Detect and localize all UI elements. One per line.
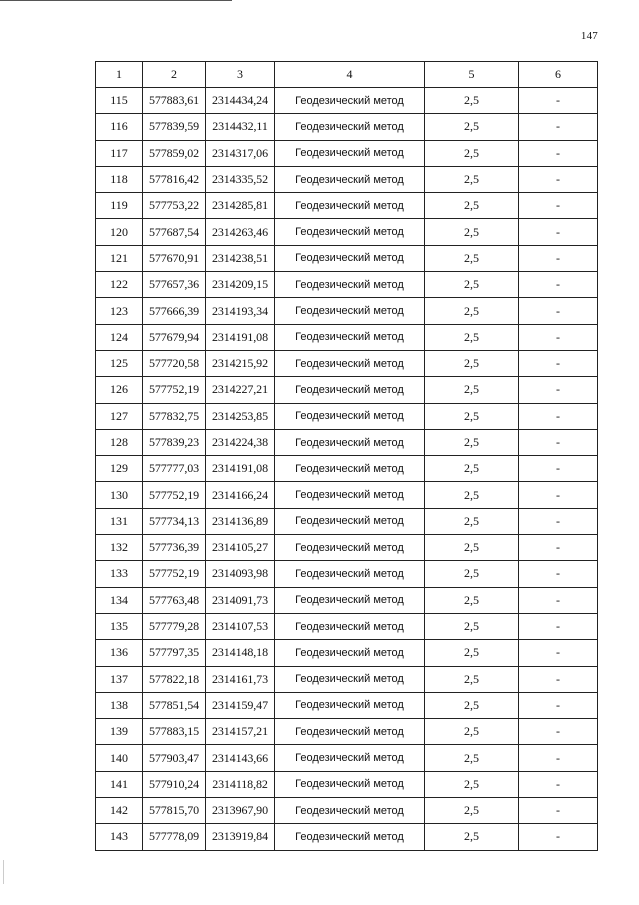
cell-y: 2314285,81	[206, 193, 275, 219]
cell-method: Геодезический метод	[275, 745, 425, 771]
cell-x: 577752,19	[143, 482, 206, 508]
table-row	[96, 666, 598, 692]
cell-accuracy: 2,5	[425, 219, 519, 245]
cell-point-number: 129	[96, 456, 143, 482]
cell-method: Геодезический метод	[275, 403, 425, 429]
table-row	[96, 429, 598, 455]
table-row	[96, 640, 598, 666]
cell-accuracy: 2,5	[425, 482, 519, 508]
cell-point-number: 139	[96, 719, 143, 745]
cell-accuracy: 2,5	[425, 193, 519, 219]
cell-point-number: 142	[96, 798, 143, 824]
table-row	[96, 692, 598, 718]
cell-method: Геодезический метод	[275, 692, 425, 718]
cell-x: 577910,24	[143, 771, 206, 797]
table-row	[96, 587, 598, 613]
cell-description: -	[519, 561, 598, 587]
cell-accuracy: 2,5	[425, 403, 519, 429]
cell-method: Геодезический метод	[275, 245, 425, 271]
cell-x: 577839,59	[143, 114, 206, 140]
cell-description: -	[519, 114, 598, 140]
cell-point-number: 125	[96, 350, 143, 376]
cell-description: -	[519, 587, 598, 613]
table-row	[96, 245, 598, 271]
table-row	[96, 140, 598, 166]
cell-description: -	[519, 745, 598, 771]
cell-x: 577883,61	[143, 88, 206, 114]
table-row	[96, 298, 598, 324]
cell-x: 577839,23	[143, 429, 206, 455]
cell-method: Геодезический метод	[275, 719, 425, 745]
cell-y: 2314215,92	[206, 350, 275, 376]
cell-accuracy: 2,5	[425, 245, 519, 271]
table-row	[96, 482, 598, 508]
cell-accuracy: 2,5	[425, 666, 519, 692]
cell-point-number: 130	[96, 482, 143, 508]
cell-x: 577778,09	[143, 824, 206, 850]
cell-y: 2313967,90	[206, 798, 275, 824]
cell-method: Геодезический метод	[275, 166, 425, 192]
cell-description: -	[519, 166, 598, 192]
cell-y: 2314263,46	[206, 219, 275, 245]
table-header-row	[96, 62, 598, 88]
cell-accuracy: 2,5	[425, 613, 519, 639]
table-row	[96, 324, 598, 350]
table-row	[96, 88, 598, 114]
cell-method: Геодезический метод	[275, 456, 425, 482]
column-header-y: 3	[206, 62, 275, 88]
cell-method: Геодезический метод	[275, 508, 425, 534]
cell-x: 577851,54	[143, 692, 206, 718]
cell-method: Геодезический метод	[275, 587, 425, 613]
column-header-x: 2	[143, 62, 206, 88]
cell-y: 2314091,73	[206, 587, 275, 613]
coordinates-table	[95, 61, 598, 851]
cell-accuracy: 2,5	[425, 719, 519, 745]
table-row	[96, 193, 598, 219]
cell-point-number: 135	[96, 613, 143, 639]
cell-y: 2314166,24	[206, 482, 275, 508]
cell-y: 2314227,21	[206, 377, 275, 403]
cell-description: -	[519, 640, 598, 666]
cell-accuracy: 2,5	[425, 350, 519, 376]
scan-margin-mark	[3, 860, 4, 884]
cell-accuracy: 2,5	[425, 88, 519, 114]
table-row	[96, 219, 598, 245]
cell-accuracy: 2,5	[425, 640, 519, 666]
cell-accuracy: 2,5	[425, 561, 519, 587]
cell-description: -	[519, 666, 598, 692]
cell-point-number: 143	[96, 824, 143, 850]
cell-accuracy: 2,5	[425, 272, 519, 298]
cell-method: Геодезический метод	[275, 613, 425, 639]
cell-y: 2314335,52	[206, 166, 275, 192]
table-row	[96, 771, 598, 797]
cell-accuracy: 2,5	[425, 692, 519, 718]
cell-method: Геодезический метод	[275, 429, 425, 455]
cell-description: -	[519, 88, 598, 114]
table-row	[96, 350, 598, 376]
cell-point-number: 133	[96, 561, 143, 587]
cell-method: Геодезический метод	[275, 771, 425, 797]
table-row	[96, 613, 598, 639]
page-number: 147	[580, 30, 598, 42]
cell-description: -	[519, 377, 598, 403]
cell-x: 577777,03	[143, 456, 206, 482]
table-row	[96, 508, 598, 534]
cell-y: 2314161,73	[206, 666, 275, 692]
cell-point-number: 122	[96, 272, 143, 298]
cell-x: 577779,28	[143, 613, 206, 639]
cell-y: 2314118,82	[206, 771, 275, 797]
cell-method: Геодезический метод	[275, 193, 425, 219]
cell-method: Геодезический метод	[275, 140, 425, 166]
table-row	[96, 114, 598, 140]
cell-point-number: 121	[96, 245, 143, 271]
cell-description: -	[519, 272, 598, 298]
table-row	[96, 824, 598, 850]
column-header-description: 6	[519, 62, 598, 88]
cell-method: Геодезический метод	[275, 666, 425, 692]
cell-description: -	[519, 403, 598, 429]
cell-method: Геодезический метод	[275, 272, 425, 298]
cell-point-number: 126	[96, 377, 143, 403]
cell-x: 577859,02	[143, 140, 206, 166]
cell-accuracy: 2,5	[425, 771, 519, 797]
cell-y: 2314148,18	[206, 640, 275, 666]
table-row	[96, 535, 598, 561]
cell-accuracy: 2,5	[425, 377, 519, 403]
cell-point-number: 136	[96, 640, 143, 666]
cell-description: -	[519, 692, 598, 718]
cell-accuracy: 2,5	[425, 456, 519, 482]
cell-accuracy: 2,5	[425, 114, 519, 140]
cell-description: -	[519, 798, 598, 824]
cell-point-number: 127	[96, 403, 143, 429]
cell-point-number: 120	[96, 219, 143, 245]
cell-point-number: 124	[96, 324, 143, 350]
cell-y: 2314191,08	[206, 456, 275, 482]
cell-point-number: 132	[96, 535, 143, 561]
cell-y: 2314193,34	[206, 298, 275, 324]
table-row	[96, 561, 598, 587]
cell-y: 2314093,98	[206, 561, 275, 587]
cell-description: -	[519, 245, 598, 271]
cell-accuracy: 2,5	[425, 140, 519, 166]
cell-x: 577734,13	[143, 508, 206, 534]
cell-description: -	[519, 482, 598, 508]
cell-point-number: 116	[96, 114, 143, 140]
cell-point-number: 131	[96, 508, 143, 534]
cell-point-number: 118	[96, 166, 143, 192]
cell-y: 2314209,15	[206, 272, 275, 298]
table-body	[96, 88, 598, 851]
cell-x: 577883,15	[143, 719, 206, 745]
cell-method: Геодезический метод	[275, 482, 425, 508]
cell-y: 2314107,53	[206, 613, 275, 639]
cell-point-number: 117	[96, 140, 143, 166]
table-row	[96, 272, 598, 298]
cell-x: 577679,94	[143, 324, 206, 350]
column-header-accuracy: 5	[425, 62, 519, 88]
cell-y: 2314136,89	[206, 508, 275, 534]
cell-accuracy: 2,5	[425, 324, 519, 350]
cell-method: Геодезический метод	[275, 798, 425, 824]
cell-y: 2314432,11	[206, 114, 275, 140]
cell-description: -	[519, 298, 598, 324]
cell-accuracy: 2,5	[425, 429, 519, 455]
cell-description: -	[519, 193, 598, 219]
cell-y: 2314191,08	[206, 324, 275, 350]
cell-y: 2314317,06	[206, 140, 275, 166]
cell-description: -	[519, 429, 598, 455]
table-row	[96, 719, 598, 745]
cell-accuracy: 2,5	[425, 587, 519, 613]
cell-x: 577822,18	[143, 666, 206, 692]
cell-x: 577763,48	[143, 587, 206, 613]
cell-x: 577687,54	[143, 219, 206, 245]
cell-y: 2314238,51	[206, 245, 275, 271]
table-row	[96, 456, 598, 482]
cell-description: -	[519, 324, 598, 350]
cell-point-number: 138	[96, 692, 143, 718]
cell-method: Геодезический метод	[275, 114, 425, 140]
table-row	[96, 798, 598, 824]
cell-y: 2314224,38	[206, 429, 275, 455]
table-row	[96, 745, 598, 771]
cell-accuracy: 2,5	[425, 824, 519, 850]
cell-x: 577736,39	[143, 535, 206, 561]
cell-x: 577666,39	[143, 298, 206, 324]
cell-method: Геодезический метод	[275, 824, 425, 850]
cell-accuracy: 2,5	[425, 298, 519, 324]
column-header-method: 4	[275, 62, 425, 88]
top-rule-line	[0, 0, 232, 1]
cell-description: -	[519, 613, 598, 639]
cell-y: 2313919,84	[206, 824, 275, 850]
cell-x: 577670,91	[143, 245, 206, 271]
cell-point-number: 140	[96, 745, 143, 771]
cell-description: -	[519, 508, 598, 534]
cell-x: 577657,36	[143, 272, 206, 298]
cell-point-number: 137	[96, 666, 143, 692]
cell-description: -	[519, 824, 598, 850]
cell-method: Геодезический метод	[275, 561, 425, 587]
table-row	[96, 377, 598, 403]
cell-point-number: 134	[96, 587, 143, 613]
cell-method: Геодезический метод	[275, 350, 425, 376]
cell-method: Геодезический метод	[275, 535, 425, 561]
cell-description: -	[519, 140, 598, 166]
cell-description: -	[519, 456, 598, 482]
cell-description: -	[519, 719, 598, 745]
cell-accuracy: 2,5	[425, 745, 519, 771]
cell-accuracy: 2,5	[425, 535, 519, 561]
cell-x: 577797,35	[143, 640, 206, 666]
cell-y: 2314253,85	[206, 403, 275, 429]
cell-accuracy: 2,5	[425, 508, 519, 534]
cell-x: 577752,19	[143, 377, 206, 403]
cell-y: 2314157,21	[206, 719, 275, 745]
cell-accuracy: 2,5	[425, 798, 519, 824]
cell-description: -	[519, 535, 598, 561]
cell-method: Геодезический метод	[275, 324, 425, 350]
table-row	[96, 403, 598, 429]
cell-point-number: 123	[96, 298, 143, 324]
cell-x: 577752,19	[143, 561, 206, 587]
cell-description: -	[519, 219, 598, 245]
cell-x: 577815,70	[143, 798, 206, 824]
cell-x: 577832,75	[143, 403, 206, 429]
cell-point-number: 128	[96, 429, 143, 455]
cell-method: Геодезический метод	[275, 377, 425, 403]
cell-method: Геодезический метод	[275, 298, 425, 324]
cell-x: 577816,42	[143, 166, 206, 192]
cell-method: Геодезический метод	[275, 219, 425, 245]
column-header-point-number: 1	[96, 62, 143, 88]
cell-point-number: 119	[96, 193, 143, 219]
cell-description: -	[519, 350, 598, 376]
cell-method: Геодезический метод	[275, 88, 425, 114]
table-row	[96, 166, 598, 192]
cell-y: 2314143,66	[206, 745, 275, 771]
cell-x: 577753,22	[143, 193, 206, 219]
cell-x: 577720,58	[143, 350, 206, 376]
cell-description: -	[519, 771, 598, 797]
cell-y: 2314159,47	[206, 692, 275, 718]
cell-y: 2314434,24	[206, 88, 275, 114]
cell-point-number: 115	[96, 88, 143, 114]
cell-method: Геодезический метод	[275, 640, 425, 666]
cell-point-number: 141	[96, 771, 143, 797]
cell-x: 577903,47	[143, 745, 206, 771]
cell-y: 2314105,27	[206, 535, 275, 561]
cell-accuracy: 2,5	[425, 166, 519, 192]
